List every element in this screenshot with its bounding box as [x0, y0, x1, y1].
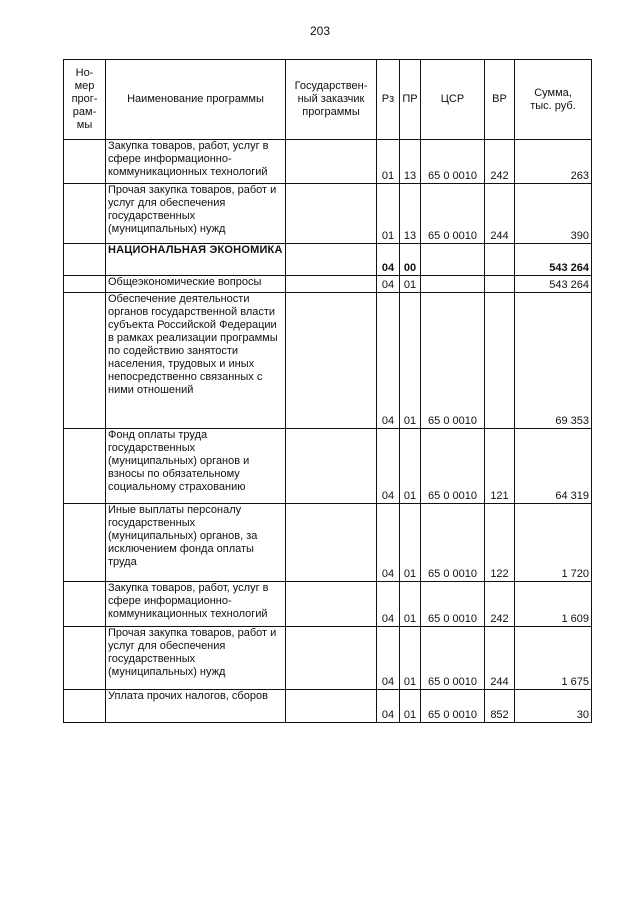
col-header-program-number: Но- мер прог- рам- мы	[64, 60, 106, 140]
cell-pr: 13	[400, 140, 421, 184]
cell-vr: 852	[485, 690, 515, 723]
cell-program-number	[64, 582, 106, 627]
cell-rz: 04	[377, 690, 400, 723]
cell-program-name: Фонд оплаты труда государственных (муниципальных) органов и взносы по обязательному социальному страхованию	[106, 429, 286, 504]
cell-sum: 64 319	[515, 429, 592, 504]
cell-customer	[286, 690, 377, 723]
col-header-vr: ВР	[485, 60, 515, 140]
cell-vr	[485, 293, 515, 429]
cell-pr: 01	[400, 293, 421, 429]
cell-pr: 01	[400, 690, 421, 723]
table-row	[64, 690, 592, 723]
table-row	[64, 140, 592, 184]
cell-program-name: Обеспечение деятельности органов государственной власти субъекта Российской Федерации в рамках реализации программы по содействию занятости населения, трудовых и иных непосредственно связанных с ними отношений	[106, 293, 286, 429]
cell-csr: 65 0 0010	[421, 293, 485, 429]
cell-sum: 1 609	[515, 582, 592, 627]
cell-program-name: НАЦИОНАЛЬНАЯ ЭКОНОМИКА	[106, 244, 286, 276]
table-row	[64, 276, 592, 293]
cell-program-name: Общеэкономические вопросы	[106, 276, 286, 293]
cell-program-number	[64, 627, 106, 690]
cell-sum: 543 264	[515, 276, 592, 293]
table-row-section	[64, 244, 592, 276]
cell-rz: 04	[377, 244, 400, 276]
table-row	[64, 429, 592, 504]
cell-pr: 01	[400, 582, 421, 627]
table-row	[64, 582, 592, 627]
cell-sum: 1 720	[515, 504, 592, 582]
cell-rz: 01	[377, 184, 400, 244]
cell-program-name: Иные выплаты персоналу государственных (муниципальных) органов, за исключением фонда оплаты труда	[106, 504, 286, 582]
col-header-sum: Сумма, тыс. руб.	[515, 60, 592, 140]
cell-customer	[286, 627, 377, 690]
cell-csr: 65 0 0010	[421, 184, 485, 244]
cell-rz: 01	[377, 140, 400, 184]
cell-pr: 01	[400, 627, 421, 690]
cell-vr: 244	[485, 184, 515, 244]
cell-program-number	[64, 429, 106, 504]
cell-csr: 65 0 0010	[421, 504, 485, 582]
cell-csr	[421, 276, 485, 293]
cell-rz: 04	[377, 582, 400, 627]
cell-csr: 65 0 0010	[421, 627, 485, 690]
cell-program-number	[64, 276, 106, 293]
cell-sum: 69 353	[515, 293, 592, 429]
cell-program-number	[64, 690, 106, 723]
cell-rz: 04	[377, 276, 400, 293]
cell-csr: 65 0 0010	[421, 140, 485, 184]
cell-customer	[286, 504, 377, 582]
page-number: 203	[309, 24, 331, 38]
cell-customer	[286, 293, 377, 429]
cell-csr: 65 0 0010	[421, 690, 485, 723]
cell-program-number	[64, 184, 106, 244]
cell-customer	[286, 184, 377, 244]
cell-program-number	[64, 504, 106, 582]
cell-pr: 00	[400, 244, 421, 276]
cell-vr: 244	[485, 627, 515, 690]
cell-program-name: Прочая закупка товаров, работ и услуг для обеспечения государственных (муниципальных) нужд	[106, 627, 286, 690]
budget-table	[63, 59, 592, 723]
cell-vr: 121	[485, 429, 515, 504]
cell-vr: 242	[485, 582, 515, 627]
cell-rz: 04	[377, 627, 400, 690]
cell-csr: 65 0 0010	[421, 429, 485, 504]
cell-pr: 13	[400, 184, 421, 244]
col-header-program-name: Наименование программы	[106, 60, 286, 140]
cell-vr: 122	[485, 504, 515, 582]
cell-customer	[286, 244, 377, 276]
cell-rz: 04	[377, 429, 400, 504]
cell-vr	[485, 276, 515, 293]
table-row	[64, 184, 592, 244]
cell-sum: 30	[515, 690, 592, 723]
table-header-row	[64, 60, 592, 140]
cell-vr	[485, 244, 515, 276]
cell-customer	[286, 582, 377, 627]
cell-program-number	[64, 140, 106, 184]
table-row	[64, 293, 592, 429]
cell-csr	[421, 244, 485, 276]
table-row	[64, 504, 592, 582]
col-header-customer: Государствен- ный заказчик программы	[286, 60, 377, 140]
cell-program-name: Закупка товаров, работ, услуг в сфере информационно-коммуникационных технологий	[106, 140, 286, 184]
cell-program-name: Уплата прочих налогов, сборов	[106, 690, 286, 723]
cell-customer	[286, 429, 377, 504]
table-row	[64, 627, 592, 690]
cell-customer	[286, 276, 377, 293]
cell-program-name: Закупка товаров, работ, услуг в сфере информационно-коммуникационных технологий	[106, 582, 286, 627]
cell-program-number	[64, 293, 106, 429]
cell-csr: 65 0 0010	[421, 582, 485, 627]
cell-pr: 01	[400, 276, 421, 293]
cell-sum: 543 264	[515, 244, 592, 276]
cell-rz: 04	[377, 293, 400, 429]
cell-rz: 04	[377, 504, 400, 582]
cell-customer	[286, 140, 377, 184]
cell-sum: 1 675	[515, 627, 592, 690]
cell-sum: 390	[515, 184, 592, 244]
cell-sum: 263	[515, 140, 592, 184]
col-header-pr: ПР	[400, 60, 421, 140]
cell-pr: 01	[400, 429, 421, 504]
col-header-rz: Рз	[377, 60, 400, 140]
cell-program-number	[64, 244, 106, 276]
cell-pr: 01	[400, 504, 421, 582]
cell-program-name: Прочая закупка товаров, работ и услуг для обеспечения государственных (муниципальных) нужд	[106, 184, 286, 244]
col-header-csr: ЦСР	[421, 60, 485, 140]
cell-vr: 242	[485, 140, 515, 184]
